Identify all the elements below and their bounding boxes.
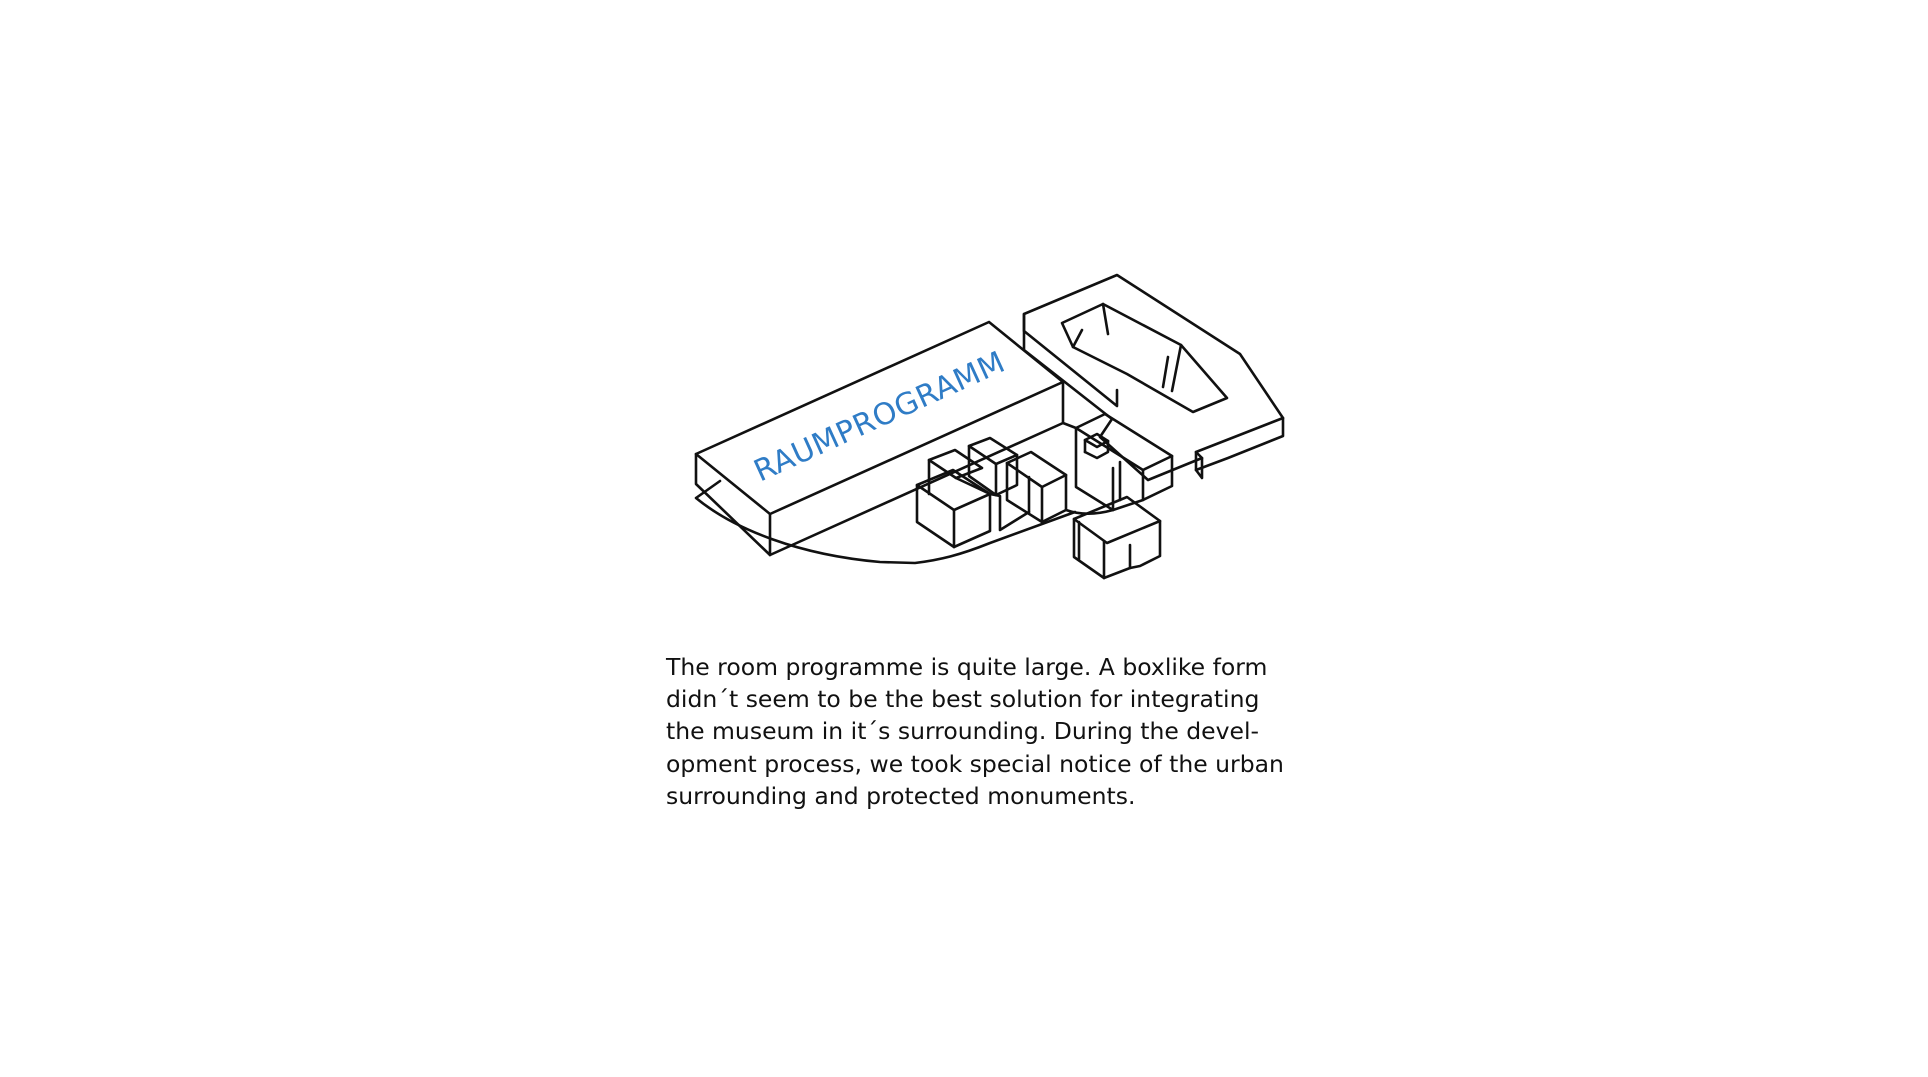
caption-paragraph [666,651,1284,812]
main-block [696,322,1063,555]
courtyard-block [1024,275,1283,480]
caption-line: surrounding and protected monuments. [666,781,1136,810]
small-blocks-cluster [917,414,1172,578]
caption-line: the museum in it´s surrounding. During the devel- [666,717,1260,746]
caption-line: opment process, we took special notice of the urban [666,749,1284,778]
caption-line: didn´t seem to be the best solution for integrating [666,685,1260,714]
site-outline [696,481,1075,563]
caption-line: The room programme is quite large. A boxlike form [666,653,1268,681]
raumprogramm-label: RAUMPROGRAMM [748,344,1011,490]
